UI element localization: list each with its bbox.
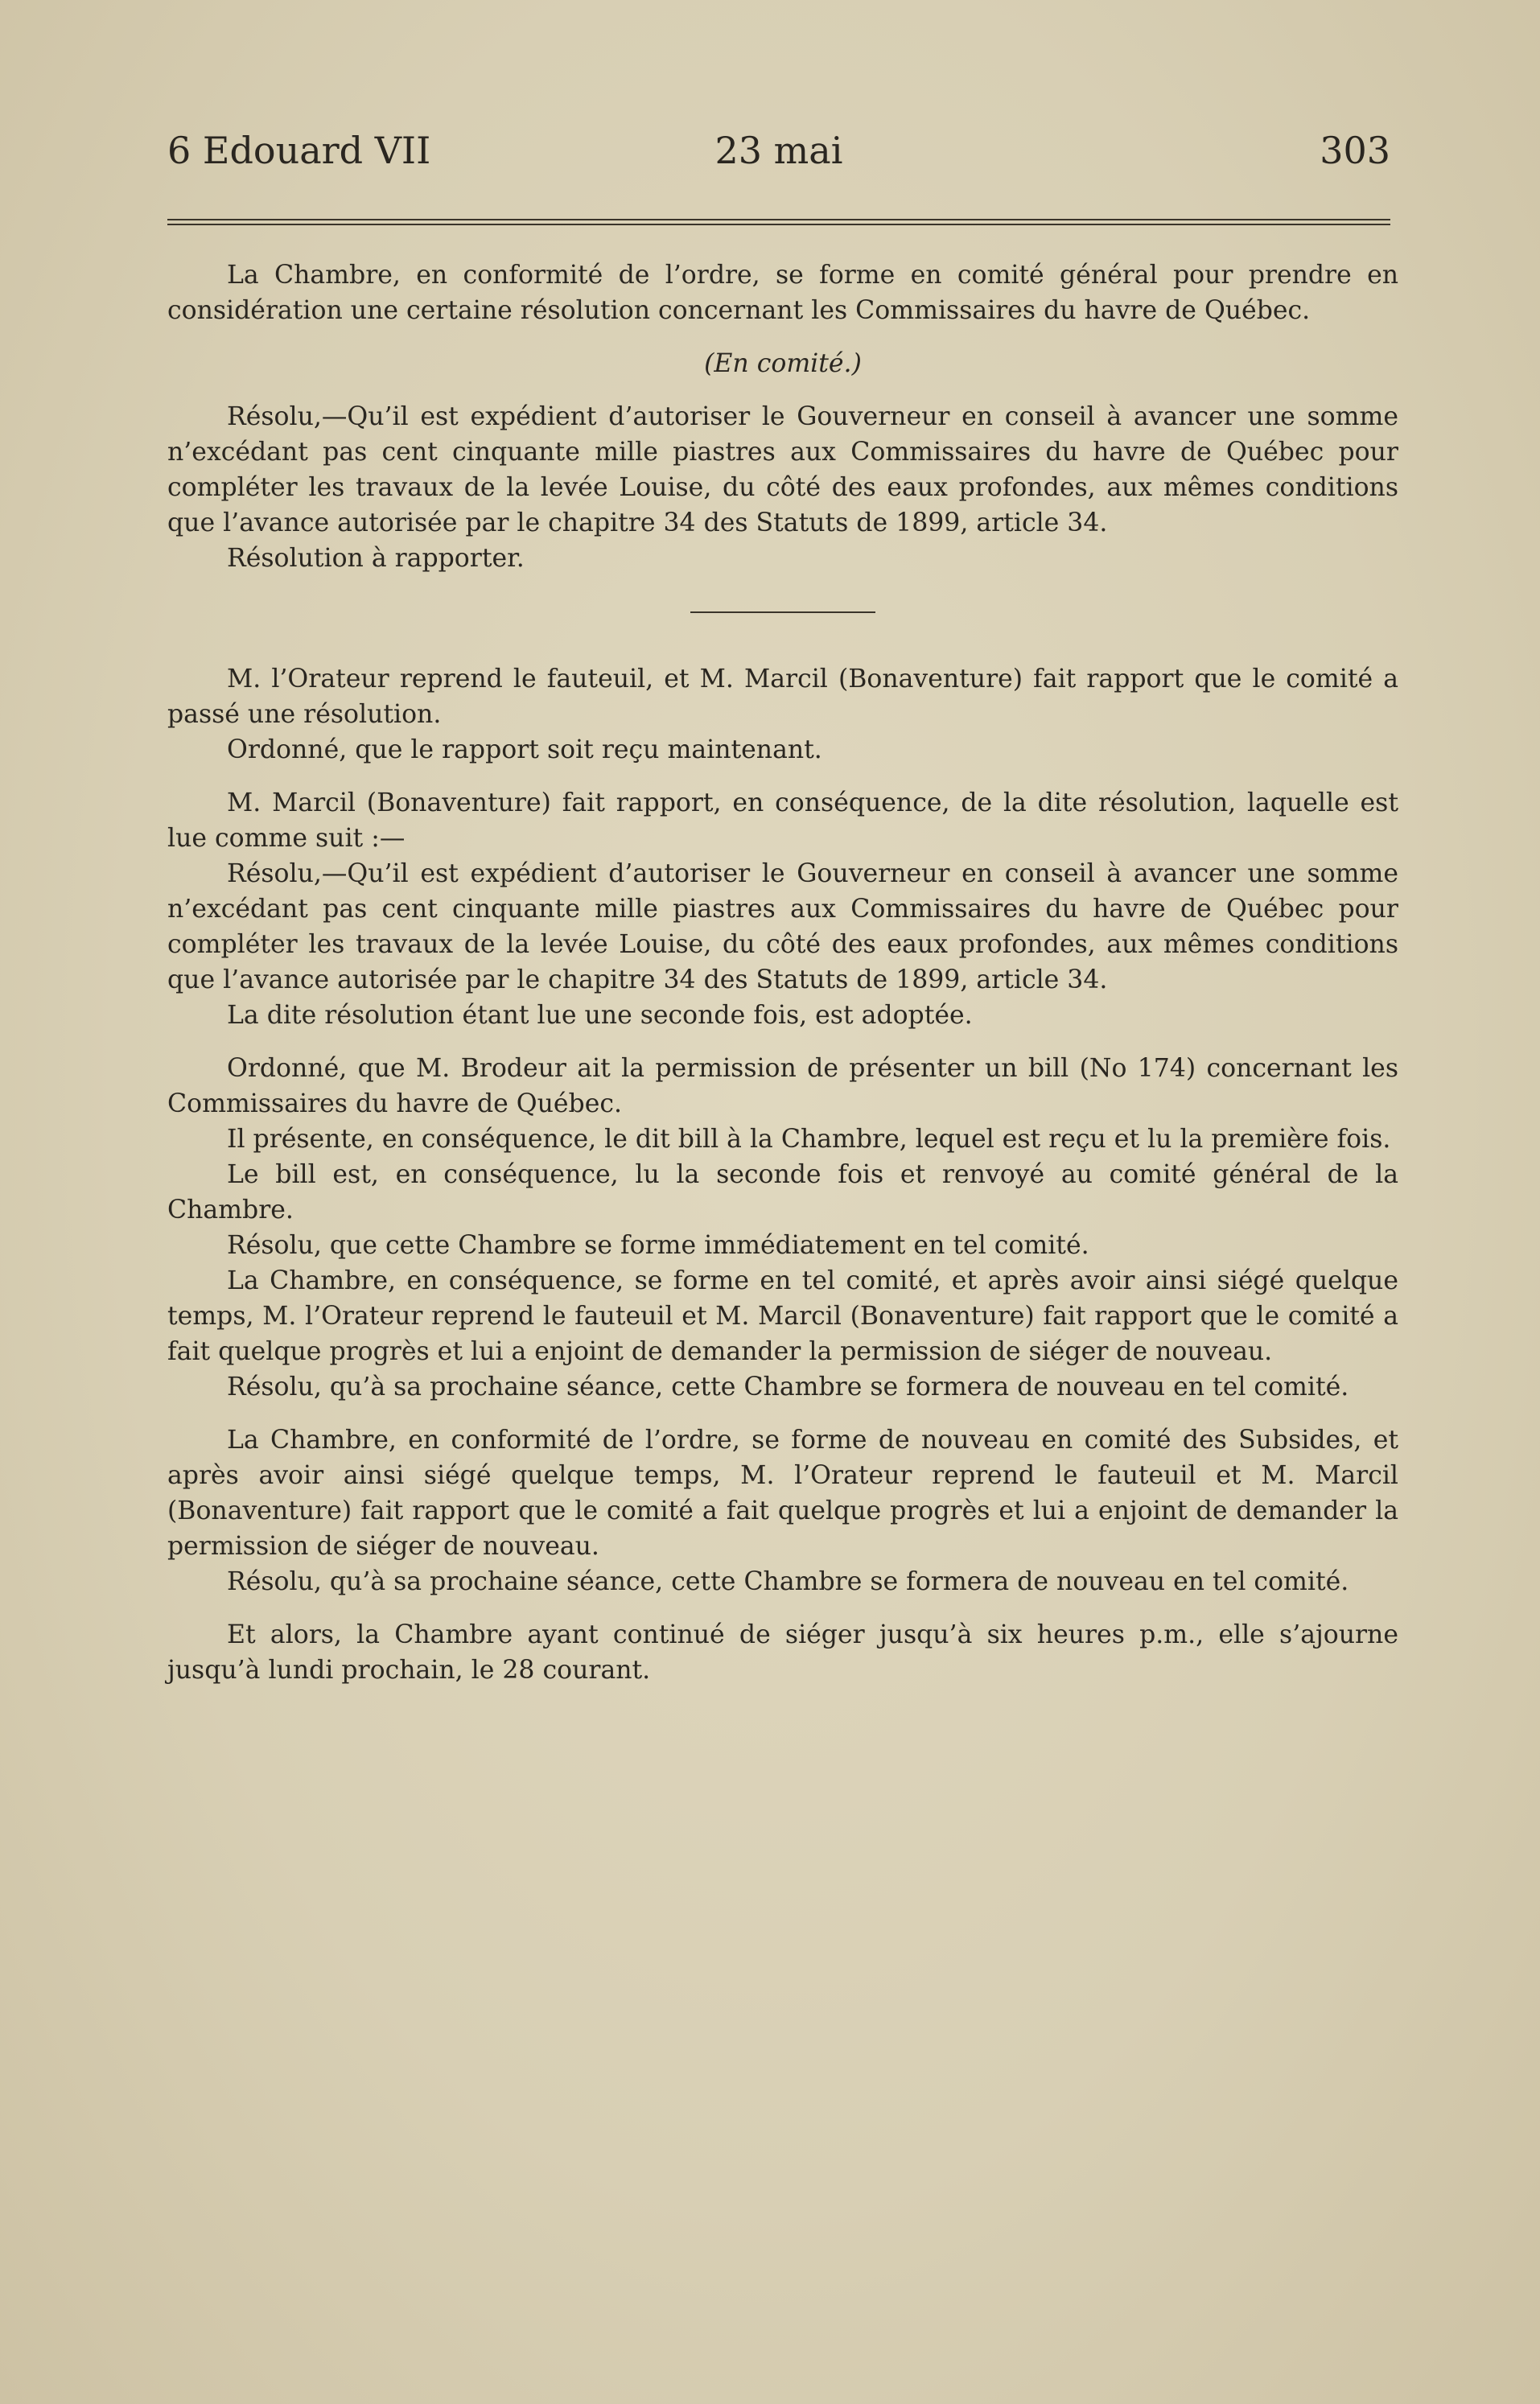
paragraph: Le bill est, en conséquence, lu la seconde fois et renvoyé au comité général de la Chambre. [167,1160,1398,1225]
paragraph: La dite résolution étant lue une seconde fois, est adoptée. [227,1001,973,1030]
paragraph: M. Marcil (Bonaventure) fait rapport, en conséquence, de la dite résolution, laquelle est lue comme suit :— [167,788,1398,853]
spacer [167,1033,1398,1051]
spacer [167,1405,1398,1422]
spacer [167,328,1398,346]
spacer [167,381,1398,399]
spacer [167,768,1398,785]
header-double-rule [167,219,1390,225]
page-number: 303 [1320,129,1390,172]
spacer [167,1599,1398,1617]
page-body [167,257,1398,1688]
paragraph: Et alors, la Chambre ayant continué de siéger jusqu’à six heures p.m., elle s’ajourne jusqu’à lundi prochain, le 28 courant. [167,1620,1398,1685]
paragraph: La Chambre, en conséquence, se forme en tel comité, et après avoir ainsi siégé quelque temps, M. l’Orateur reprend le fauteuil et M. Marcil (Bonaventure) fait rapport que le comité a fait quelque progrès et lui a enjoint de demander la permission de siéger de nouveau. [167,1266,1398,1366]
paragraph: Résolu,—Qu’il est expédient d’autoriser le Gouverneur en conseil à avancer une somme n’excédant pas cent cinquante mille piastres aux Commissaires du havre de Québec pour compléter les travaux de la levée Louise, du côté des eaux profondes, aux mêmes conditions que l’avance autorisée par le chapitre 34 des Statuts de 1899, article 34. [167,402,1398,537]
paragraph: La Chambre, en conformité de l’ordre, se forme en comité général pour prendre en considération une certaine résolution concernant les Commissaires du havre de Québec. [167,261,1398,325]
paragraph: Résolution à rapporter. [227,544,525,573]
spacer [167,576,1398,611]
paragraph: Résolu, qu’à sa prochaine séance, cette Chambre se formera de nouveau en tel comité. [227,1373,1349,1402]
paragraph: M. l’Orateur reprend le fauteuil, et M. Marcil (Bonaventure) fait rapport que le comité a passé une résolution. [167,665,1398,729]
header-date: 23 mai [714,129,843,172]
paragraph: Résolu, qu’à sa prochaine séance, cette Chambre se formera de nouveau en tel comité. [227,1567,1349,1596]
paragraph: Résolu,—Qu’il est expédient d’autoriser le Gouverneur en conseil à avancer une somme n’excédant pas cent cinquante mille piastres aux Commissaires du havre de Québec pour compléter les travaux de la levée Louise, du côté des eaux profondes, aux mêmes conditions que l’avance autorisée par le chapitre 34 des Statuts de 1899, article 34. [167,859,1398,994]
in-committee-heading: (En comité.) [704,349,862,378]
paragraph: Ordonné, que le rapport soit reçu maintenant. [227,735,822,764]
header-regnal-year: 6 Edouard VII [167,129,431,172]
running-header [167,129,1390,185]
paragraph: Résolu, que cette Chambre se forme immédiatement en tel comité. [227,1231,1089,1260]
spacer [167,613,1398,661]
paragraph: Il présente, en conséquence, le dit bill à la Chambre, lequel est reçu et lu la première fois. [227,1125,1391,1154]
paragraph: La Chambre, en conformité de l’ordre, se forme de nouveau en comité des Subsides, et après avoir ainsi siégé quelque temps, M. l’Orateur reprend le fauteuil et M. Marcil (Bonaventure) fait rapport que le comité a fait quelque progrès et lui a enjoint de demander la permission de siéger de nouveau. [167,1426,1398,1561]
paragraph: Ordonné, que M. Brodeur ait la permission de présenter un bill (No 174) concernant les Commissaires du havre de Québec. [167,1054,1398,1118]
